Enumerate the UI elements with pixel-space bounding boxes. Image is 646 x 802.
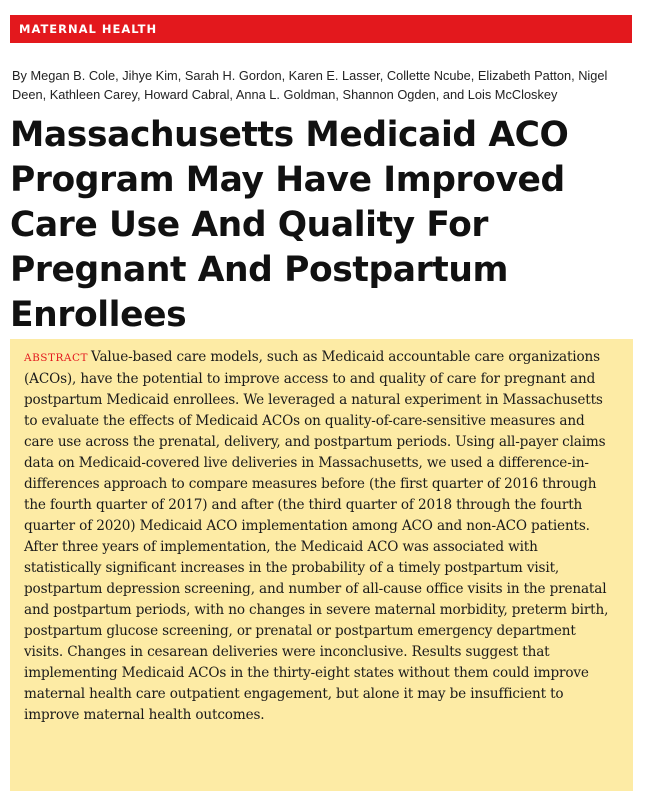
abstract-label: ABSTRACT (24, 352, 89, 364)
abstract-body: Value-based care models, such as Medicaid accountable care organizations (ACOs), have the potential to improve access to and quality of care for pregnant and postpartum Medicaid enrollees. We leveraged a natural experiment in Massachusetts to evaluate the effects of Medicaid ACOs on quality-of-care-sensitive measures and care use across the prenatal, delivery, and postpartum periods. Using all-payer claims data on Medicaid-covered live deliveries in Massachusetts, we used a difference-in-differences approach to compare measures before (the first quarter of 2016 through the fourth quarter of 2017) and after (the third quarter of 2018 through the fourth quarter of 2020) Medicaid ACO implementation among ACO and non-ACO patients. After three years of implementation, the Medicaid ACO was associated with statistically significant increases in the probability of a timely postpartum visit, postpartum depression screening, and number of all-cause office visits in the prenatal and postpartum periods, with no changes in severe maternal morbidity, preterm birth, postpartum glucose screening, or prenatal or postpartum emergency department visits. Changes in cesarean deliveries were inconclusive. Results suggest that implementing Medicaid ACOs in the thirty-eight states without them could improve maternal health care outpatient engagement, but alone it may be insufficient to improve maternal health outcomes. (24, 349, 609, 723)
section-banner (10, 15, 632, 43)
article-title: Massachusetts Medicaid ACO Program May Have Improved Care Use And Quality For Pregnant And Postpartum Enrollees (10, 115, 569, 335)
section-label: MATERNAL HEALTH (19, 22, 158, 36)
author-byline: By Megan B. Cole, Jihye Kim, Sarah H. Gordon, Karen E. Lasser, Collette Ncube, Elizabeth Patton, Nigel Deen, Kathleen Carey, Howard Cabral, Anna L. Goldman, Shannon Ogden, and Lois McCloskey (12, 68, 608, 102)
abstract-paragraph (24, 347, 617, 726)
abstract-box (10, 339, 633, 791)
